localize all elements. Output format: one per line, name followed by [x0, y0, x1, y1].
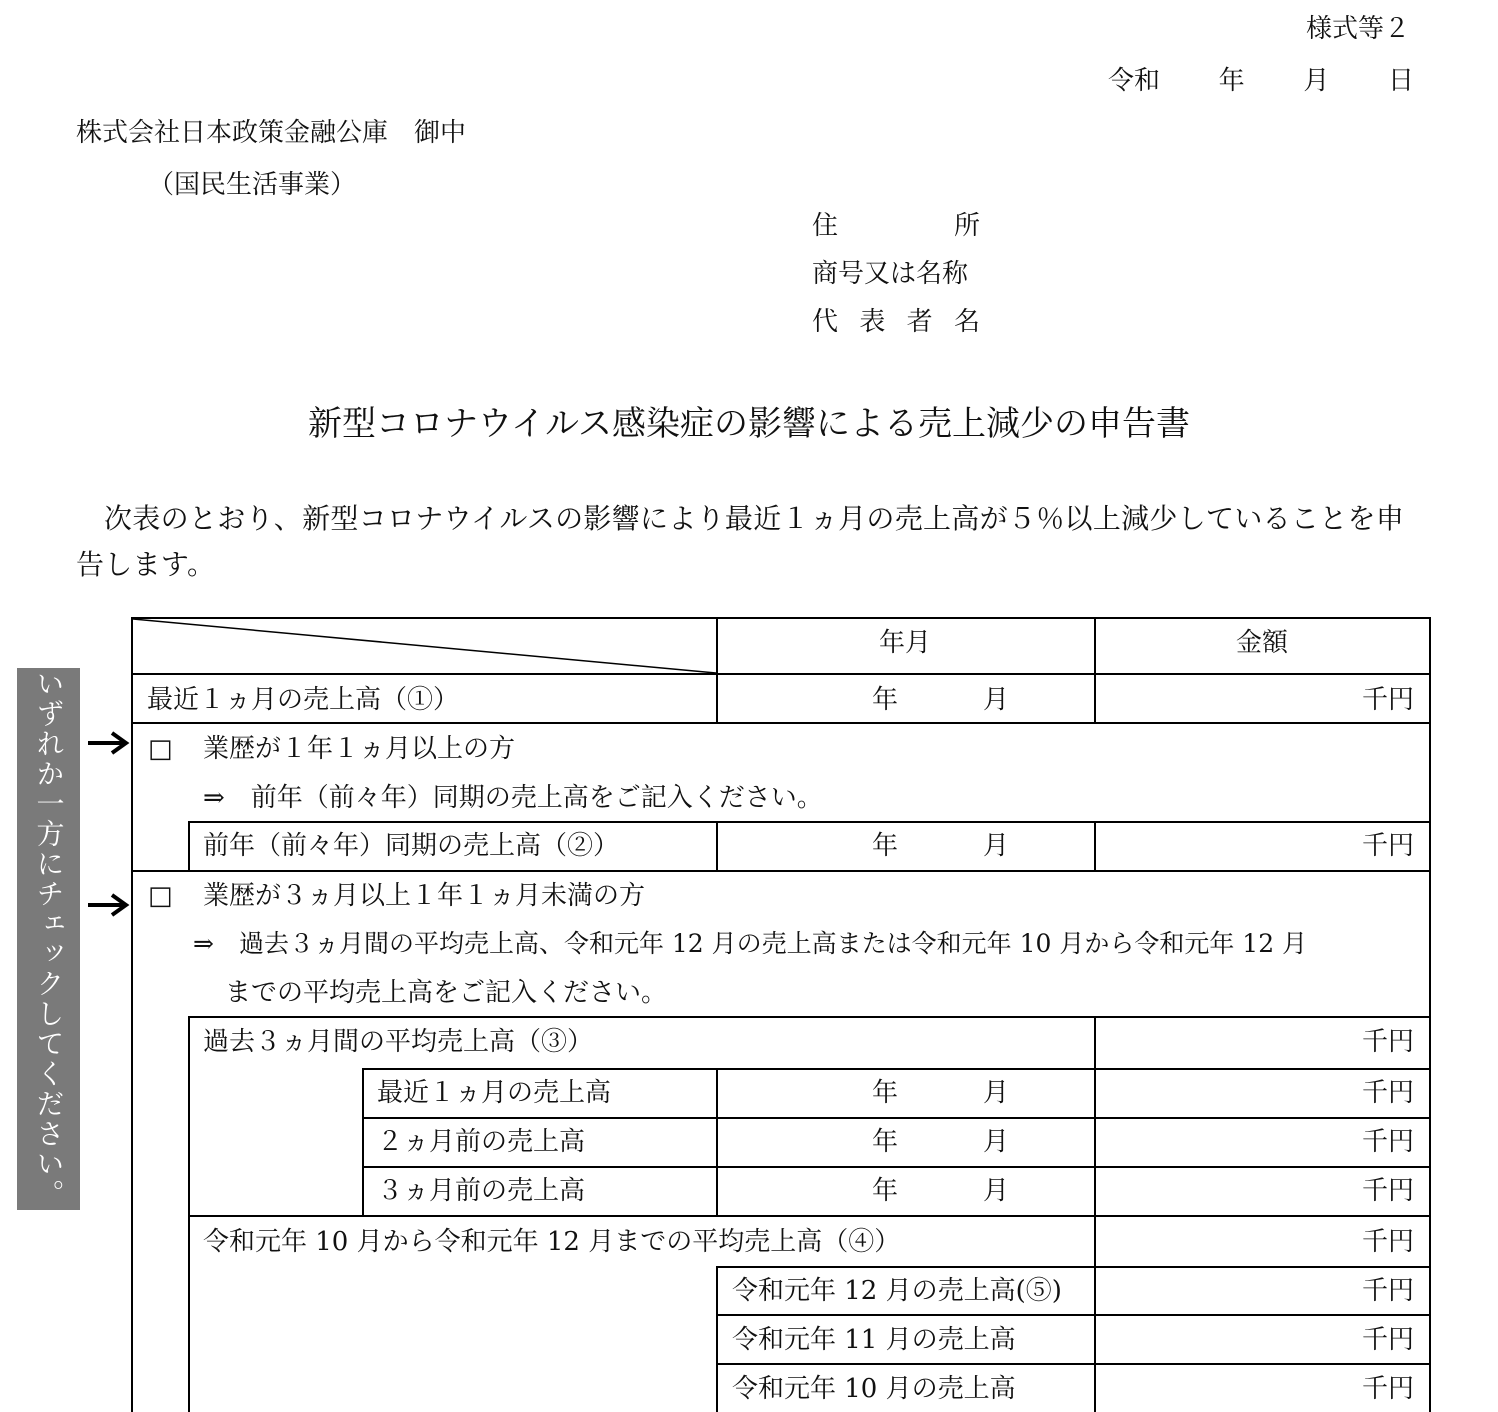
q4-row-label: 令和元年 12 月の売上高(⑤) — [732, 1276, 1062, 1306]
amount-unit: 千円 — [1361, 1227, 1414, 1257]
header-period: 年月 — [878, 628, 931, 658]
amount-unit: 千円 — [1361, 1176, 1414, 1206]
avg3-label: 過去３ヵ月間の平均売上高（③） — [203, 1027, 594, 1057]
month-unit: 月 — [983, 1078, 1010, 1108]
amount-unit: 千円 — [1361, 1078, 1414, 1108]
division: （国民生活事業） — [148, 170, 357, 200]
arrow-right-icon — [86, 893, 130, 917]
year-unit: 年 — [872, 831, 899, 861]
amount-unit: 千円 — [1361, 831, 1414, 861]
option2-instruction-line1: ⇒ 過去３ヵ月間の平均売上高、令和元年 12 月の売上高または令和元年 10 月から令和元年 12 月 — [193, 929, 1308, 958]
avg3-row-label: ２ヵ月前の売上高 — [377, 1127, 586, 1157]
sender-address-label: 住 所 — [812, 211, 980, 241]
option1-checkbox[interactable]: □ — [148, 734, 173, 764]
amount-unit: 千円 — [1361, 1027, 1414, 1057]
date-era: 令和 — [1108, 66, 1161, 96]
year-unit: 年 — [872, 1176, 899, 1206]
document-title: 新型コロナウイルス感染症の影響による売上減少の申告書 — [308, 404, 1190, 444]
avg-q4-label: 令和元年 10 月から令和元年 12 月までの平均売上高（④） — [203, 1227, 901, 1257]
date-month: 月 — [1303, 66, 1330, 96]
option2-instruction-line2: までの平均売上高をご記入ください。 — [225, 978, 668, 1008]
amount-unit: 千円 — [1361, 685, 1414, 715]
year-unit: 年 — [872, 1078, 899, 1108]
recent-month-label: 最近１ヵ月の売上高（①） — [147, 685, 460, 715]
prev-year-sales-label: 前年（前々年）同期の売上高（②） — [203, 831, 620, 861]
avg3-row-label: 最近１ヵ月の売上高 — [377, 1078, 612, 1108]
q4-row-label: 令和元年 10 月の売上高 — [732, 1374, 1016, 1404]
sender-company-label: 商号又は名称 — [812, 259, 969, 289]
avg3-row-label: ３ヵ月前の売上高 — [377, 1176, 586, 1206]
year-unit: 年 — [872, 685, 899, 715]
sender-block — [812, 208, 980, 352]
month-unit: 月 — [983, 1127, 1010, 1157]
form-number: 様式等２ — [1305, 14, 1410, 44]
date-year: 年 — [1218, 66, 1245, 96]
month-unit: 月 — [983, 685, 1010, 715]
amount-unit: 千円 — [1361, 1325, 1414, 1355]
date-day: 日 — [1387, 66, 1414, 96]
side-note: いずれか一方にチェックしてください。 — [17, 668, 80, 1210]
option2-checkbox[interactable]: □ — [148, 881, 173, 911]
amount-unit: 千円 — [1361, 1374, 1414, 1404]
sender-representative-label: 代 表 者 名 — [812, 307, 980, 337]
header-amount: 金額 — [1235, 628, 1288, 658]
option1-instruction: ⇒ 前年（前々年）同期の売上高をご記入ください。 — [203, 783, 823, 813]
addressee: 株式会社日本政策金融公庫 御中 — [76, 118, 467, 148]
amount-unit: 千円 — [1361, 1127, 1414, 1157]
amount-unit: 千円 — [1361, 1276, 1414, 1306]
date-line — [1108, 60, 1414, 97]
declaration-text: 次表のとおり、新型コロナウイルスの影響により最近１ヵ月の売上高が５％以上減少していることを申告します。 — [76, 502, 1405, 581]
option2-label: 業歴が３ヵ月以上１年１ヵ月未満の方 — [203, 881, 646, 911]
year-unit: 年 — [872, 1127, 899, 1157]
month-unit: 月 — [983, 831, 1010, 861]
q4-row-label: 令和元年 11 月の売上高 — [732, 1325, 1016, 1355]
option1-label: 業歴が１年１ヵ月以上の方 — [203, 734, 516, 764]
month-unit: 月 — [983, 1176, 1010, 1206]
header-diagonal — [133, 619, 716, 673]
arrow-right-icon — [86, 731, 130, 755]
